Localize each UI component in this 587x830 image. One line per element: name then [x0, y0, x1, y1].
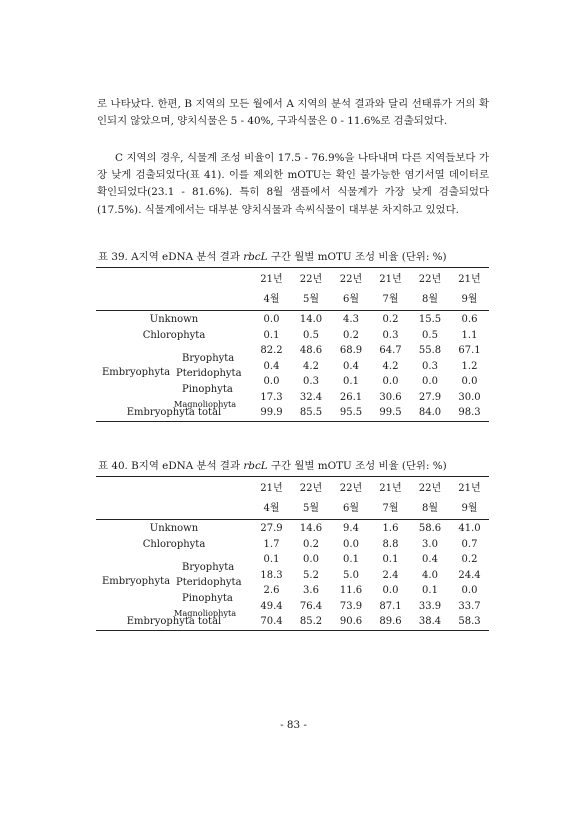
data-cell: 0.1: [263, 554, 280, 565]
data-cell: 55.8: [418, 345, 442, 356]
data-cell: 2.6: [263, 585, 280, 596]
year-cell: 21년: [371, 477, 410, 500]
data-cell: 3.0: [422, 538, 438, 550]
data-cell: 1.2: [461, 360, 478, 372]
table-row: [96, 343, 489, 359]
data-cell: 32.4: [299, 391, 323, 403]
row-label: Chlorophyta: [142, 538, 206, 550]
table-40: [96, 476, 489, 631]
page-number: - 83 -: [280, 719, 307, 731]
caption-suffix: 구간 월별 mOTU 조성 비율 (단위: %): [267, 460, 447, 472]
data-cell: 18.3: [260, 569, 283, 581]
group-label: Embryophyta: [102, 576, 171, 587]
data-cell: 0.4: [422, 554, 438, 565]
table-row: [96, 599, 489, 615]
month-cell: 6월: [331, 290, 371, 311]
data-cell: 5.2: [303, 569, 319, 581]
data-cell: 0.2: [461, 554, 478, 565]
month-cell: 7월: [371, 499, 410, 520]
data-cell: 90.6: [331, 614, 371, 630]
table-row: [96, 537, 489, 553]
data-cell: 27.9: [260, 523, 283, 534]
month-cell: 4월: [252, 499, 291, 520]
data-cell: 76.4: [299, 600, 323, 612]
data-cell: 0.1: [422, 585, 438, 596]
sub-row-label: Pteridophyta: [176, 368, 242, 380]
data-cell: 0.1: [343, 554, 359, 565]
data-cell: 87.1: [379, 600, 402, 612]
paragraph-1: 로 나타났다. 한편, B 지역의 모든 월에서 A 지역의 분석 결과와 달리 선태류가 거의 확인되지 않았으며, 양치식물은 5 - 40%, 구과식물은 0 - 11.6%로 검출되었다.: [97, 98, 489, 128]
row-label: Embryophyta total: [96, 405, 252, 421]
data-cell: 0.3: [422, 360, 438, 372]
year-cell: 22년: [291, 477, 331, 500]
caption-prefix: 표 39. A지역 eDNA 분석 결과: [98, 251, 244, 263]
month-cell: 5월: [291, 290, 331, 311]
data-cell: 58.3: [450, 614, 489, 630]
data-cell: 68.9: [339, 345, 363, 356]
data-cell: 4.3: [343, 314, 359, 325]
data-cell: 84.0: [410, 405, 450, 421]
data-cell: 0.0: [382, 376, 399, 387]
data-cell: 0.4: [343, 360, 359, 372]
table-39-caption: [98, 248, 447, 263]
table-row: [96, 405, 489, 421]
data-cell: 67.1: [458, 345, 481, 356]
data-cell: 8.8: [382, 538, 399, 550]
year-cell: 21년: [450, 477, 489, 500]
data-cell: 3.6: [303, 585, 319, 596]
data-cell: 98.3: [450, 405, 489, 421]
sub-row-label: Magnoliophyta: [174, 399, 237, 410]
group-label: Embryophyta: [102, 367, 171, 378]
data-cell: 73.9: [339, 600, 363, 612]
data-cell: 0.2: [382, 314, 399, 325]
row-label: Unknown: [149, 523, 199, 534]
data-cell: 41.0: [458, 523, 481, 534]
data-cell: 30.0: [458, 391, 481, 403]
header-months-row: [96, 290, 489, 311]
year-cell: 21년: [371, 268, 410, 291]
caption-gene: rbcL: [243, 251, 268, 263]
data-cell: 17.3: [260, 391, 283, 403]
month-cell: 9월: [450, 499, 489, 520]
data-cell: 0.0: [422, 376, 438, 387]
data-cell: 0.2: [303, 538, 319, 550]
paragraph-2: C 지역의 경우, 식물계 조성 비율이 17.5 - 76.9%을 나타내며 다른 지역들보다 가장 낮게 검출되었다(표 41). 이를 제외한 mOTU는 확인 불가능한 염기서열 데이터로 확인되었다(23.1 - 81.6%). 특히 8월 샘플에서 식물계가 가장 낮게 검출되었다(17.5%). 식물계에서는 대부분 양치식물과 속씨식물이 대부분 차지하고 있었다.: [97, 152, 489, 216]
data-cell: 64.7: [379, 345, 402, 356]
data-cell: 27.9: [418, 391, 442, 403]
year-cell: 21년: [252, 477, 291, 500]
data-cell: 33.7: [458, 600, 481, 612]
caption-prefix: 표 40. B지역 eDNA 분석 결과: [98, 460, 244, 472]
table-40-caption: [98, 457, 447, 472]
table-row: [96, 520, 489, 537]
data-cell: 0.5: [422, 329, 438, 341]
header-years-row: [96, 268, 489, 291]
data-cell: 82.2: [260, 345, 283, 356]
data-cell: 85.5: [291, 405, 331, 421]
data-cell: 0.1: [343, 376, 359, 387]
data-cell: 70.4: [252, 614, 291, 630]
data-cell: 0.4: [263, 360, 280, 372]
table-row: [96, 568, 489, 584]
data-cell: 0.0: [343, 538, 359, 550]
sub-row-label: Magnoliophyta: [174, 608, 237, 619]
sub-row-label: Bryophyta: [182, 352, 235, 364]
data-cell: 49.4: [260, 600, 283, 612]
data-cell: 0.5: [303, 329, 319, 341]
data-cell: 14.0: [299, 314, 323, 325]
data-cell: 0.1: [263, 329, 280, 341]
month-cell: 4월: [252, 290, 291, 311]
sub-row-label: Pteridophyta: [176, 577, 242, 589]
year-cell: 22년: [291, 268, 331, 291]
year-cell: 21년: [450, 268, 489, 291]
data-cell: 33.9: [418, 600, 442, 612]
data-cell: 99.5: [371, 405, 410, 421]
data-cell: 0.0: [263, 376, 280, 387]
table-row: [96, 583, 489, 599]
sub-row-label: Pinophyta: [182, 383, 233, 395]
year-cell: 21년: [252, 268, 291, 291]
month-cell: 7월: [371, 290, 410, 311]
table-row: [96, 552, 489, 568]
data-cell: 0.1: [382, 554, 399, 565]
caption-gene: rbcL: [243, 460, 268, 472]
row-label: Unknown: [149, 314, 199, 325]
year-cell: 22년: [410, 477, 450, 500]
table-row: [96, 390, 489, 406]
data-cell: 0.0: [263, 314, 280, 325]
data-cell: 5.0: [343, 569, 359, 581]
month-cell: 5월: [291, 499, 331, 520]
month-cell: 9월: [450, 290, 489, 311]
table-row: [96, 328, 489, 344]
table-39: [96, 267, 489, 422]
data-cell: 0.3: [382, 329, 399, 341]
data-cell: 14.6: [299, 523, 323, 534]
data-cell: 4.0: [422, 569, 438, 581]
data-cell: 0.0: [303, 554, 319, 565]
month-cell: 8월: [410, 290, 450, 311]
data-cell: 0.6: [461, 314, 478, 325]
sub-row-label: Pinophyta: [182, 592, 233, 604]
data-cell: 85.2: [291, 614, 331, 630]
header-years-row: [96, 477, 489, 500]
year-cell: 22년: [331, 477, 371, 500]
data-cell: 24.4: [458, 569, 481, 581]
data-cell: 89.6: [371, 614, 410, 630]
data-cell: 0.0: [382, 585, 399, 596]
caption-suffix: 구간 월별 mOTU 조성 비율 (단위: %): [267, 251, 447, 263]
data-cell: 4.2: [303, 360, 319, 372]
month-cell: 8월: [410, 499, 450, 520]
year-cell: 22년: [410, 268, 450, 291]
data-cell: 0.0: [461, 376, 478, 387]
year-cell: 22년: [331, 268, 371, 291]
data-cell: 1.1: [461, 329, 478, 341]
data-cell: 9.4: [343, 523, 359, 534]
data-cell: 0.3: [303, 376, 319, 387]
data-cell: 48.6: [299, 345, 323, 356]
row-label: Embryophyta total: [96, 614, 252, 630]
data-cell: 2.4: [382, 569, 399, 581]
data-cell: 0.2: [343, 329, 359, 341]
data-cell: 58.6: [418, 523, 442, 534]
month-cell: 6월: [331, 499, 371, 520]
data-cell: 4.2: [382, 360, 399, 372]
data-cell: 15.5: [418, 314, 442, 325]
data-cell: 0.7: [461, 538, 478, 550]
data-cell: 95.5: [331, 405, 371, 421]
table-row: [96, 311, 489, 328]
table-row: [96, 359, 489, 375]
data-cell: 0.0: [461, 585, 478, 596]
sub-row-label: Bryophyta: [182, 561, 235, 573]
table-row: [96, 614, 489, 630]
table-row: [96, 374, 489, 390]
data-cell: 1.6: [382, 523, 399, 534]
header-months-row: [96, 499, 489, 520]
data-cell: 1.7: [263, 538, 280, 550]
data-cell: 99.9: [252, 405, 291, 421]
data-cell: 26.1: [339, 391, 363, 403]
data-cell: 11.6: [339, 585, 363, 596]
row-label: Chlorophyta: [142, 329, 206, 341]
data-cell: 30.6: [379, 391, 402, 403]
data-cell: 38.4: [410, 614, 450, 630]
